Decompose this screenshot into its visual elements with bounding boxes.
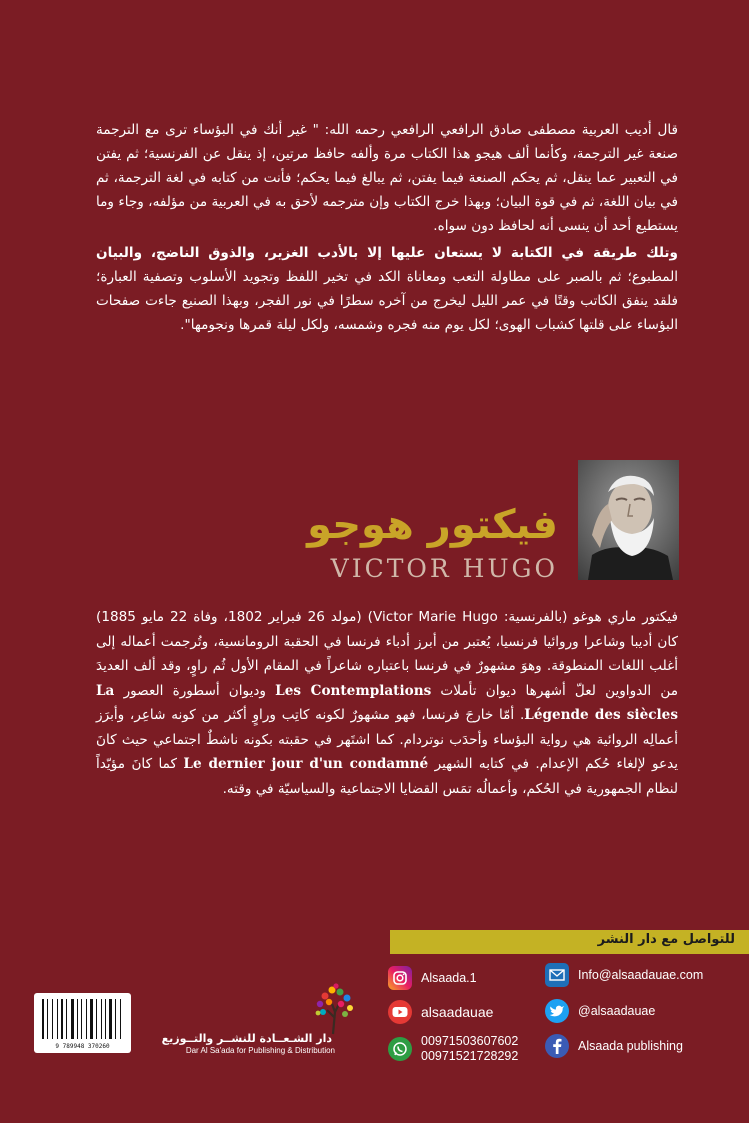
contact-whatsapp[interactable]: [388, 1034, 518, 1064]
biography-paragraph: [96, 605, 678, 801]
author-name-arabic: فيكتور هوجو: [307, 502, 558, 548]
barcode-stripe: [81, 999, 83, 1039]
contact-header-bar: [390, 930, 749, 954]
email-icon: [545, 963, 569, 987]
barcode-stripe: [59, 999, 60, 1039]
biography-section: [96, 605, 678, 801]
whatsapp-icon: [388, 1037, 412, 1061]
barcode-stripe: [90, 999, 93, 1039]
barcode-stripe: [54, 999, 57, 1039]
barcode-stripe: [117, 999, 119, 1039]
instagram-handle: Alsaada.1: [421, 970, 477, 985]
barcode-stripe: [49, 999, 51, 1039]
facebook-page: Alsaada publishing: [578, 1038, 683, 1053]
barcode-stripe: [42, 999, 44, 1039]
bio-work-legende: La Légende des siècles: [96, 682, 678, 723]
quote-paragraph-1: قال أديب العربية مصطفى صادق الرافعي الرافعي رحمه الله: " غير أنك في البؤساء ترى مع الترجمة صنعة غير الترجمة، وكأنما ألف هيجو هذا الكتاب مرة وألفه حافظ مرتين، إذ ينقل عن الفرنسية؛ ثم يفتن في التعبير عما ينقل، ثم يحكم الصنعة فيما يفتن، ثم يبالغ فيما يحكم؛ فأنت من كتابه في لغة الترجمة، ثم في بيان اللغة، ثم في قوة البيان؛ وبهذا خرج الكتاب وإن مترجمه لأحق به في العربية من مؤلفه، وجاء وما يستطيع أحد أن ينسى أنه لحافظ دون سواه.: [96, 122, 678, 234]
contact-instagram[interactable]: [388, 966, 477, 990]
quote-paragraph-2-rest: المطبوع؛ ثم بالصبر على مطاولة التعب ومعاناة الكد في تخير اللفظ وتجويد الأسلوب وتصفية العبارة؛ فلقد ينفق الكاتب وقتًا في عمر الليل ليخرج من آخره سطرًا في نور الفجر، وبهذا الصنيع جاءت صفحات البؤساء على قلتها كشباب الهوى؛ لكل يوم منه فجره وشمسه، ولكل ليلة قمرها ونجومها".: [96, 269, 678, 333]
barcode-stripe: [52, 999, 53, 1039]
barcode-stripe: [83, 999, 85, 1039]
whatsapp-number-2: 00971521728292: [421, 1049, 519, 1063]
barcode-stripe: [98, 999, 100, 1039]
barcode-stripe: [86, 999, 87, 1039]
barcode-stripe: [120, 999, 121, 1039]
publisher-logo: [161, 982, 360, 1062]
quote-section: [96, 118, 678, 337]
barcode-stripe: [57, 999, 58, 1039]
barcode-stripe: [96, 999, 97, 1039]
author-portrait: [578, 460, 679, 580]
bio-work-contemplations: Les Contemplations: [275, 682, 432, 699]
tree-logo-icon: [185, 982, 360, 1038]
barcode-stripe: [101, 999, 102, 1039]
barcode-stripe: [113, 999, 114, 1039]
bio-text-1: فيكتور ماري هوغو (بالفرنسية: Victor Marie Hugo) (مولد 26 فبراير 1802، وفاة 22 مايو 1885) كان أديبا وشاعرا وروائيا فرنسيا، يُعتبر من أبرز أدباء فرنسا في الحقبة الرومانسية، وتُرجمت أعماله إلى أغلب اللغات المنطوقة. وهوَ مشهورٌ في فرنسا باعتباره شاعراً في المقام الأول ثُم راوٍ، وقد ألف العديدَ من الدواوين لعلّ أشهرها ديوان تأملات: [96, 609, 679, 699]
whatsapp-numbers: [421, 1034, 518, 1064]
barcode-stripe: [107, 999, 108, 1039]
contact-facebook[interactable]: [545, 1034, 683, 1058]
quote-paragraph-2-bold: وتلك طريقة في الكتابة لا يستعان عليها إلا بالأدب الغزير، والذوق الناضج، والبيان: [96, 245, 678, 261]
barcode-stripe: [105, 999, 107, 1039]
bio-text-3: . أمّا خارجَ فرنسا، فهو مشهورٌ لكونه كاتِب وراوٍ أكثر من كونه شاعِر، وأبرَز أعمالِه الروائية هي رواية البؤساء وأحدَب نوتردام. كما اشتَهر في حقبته بكونه ناشطٌ اجتماعي حيث كانَ يدعو لإلغاء حُكم الإعدام. في كتابه الشهير: [96, 707, 679, 772]
facebook-icon: [545, 1034, 569, 1058]
author-name-english: VICTOR HUGO: [330, 554, 558, 583]
barcode-stripe: [66, 999, 67, 1039]
contact-youtube[interactable]: [388, 1000, 493, 1024]
barcode-stripe: [115, 999, 116, 1039]
bio-text-4: كما كانَ مؤيّداً لنظام الجمهورية في الحُكم، وأعمالُه تمَس القضايا الاجتماعية والسياسيّة في وقته.: [96, 756, 678, 797]
twitter-handle: @alsaadauae: [578, 1003, 656, 1018]
barcode-stripe: [103, 999, 104, 1039]
barcode-stripe: [68, 999, 70, 1039]
youtube-handle: alsaadauae: [421, 1003, 494, 1020]
barcode-stripe: [77, 999, 78, 1039]
publisher-name-english: Dar Al Sa'ada for Publishing & Distribution: [185, 1046, 335, 1055]
twitter-icon: [545, 999, 569, 1023]
barcode-stripe: [122, 999, 123, 1039]
barcode-stripe: [75, 999, 76, 1039]
whatsapp-number-1: 00971503607602: [421, 1034, 519, 1048]
barcode-number: 9 789948 370260: [55, 1043, 110, 1050]
instagram-icon: [388, 966, 412, 990]
quote-paragraph-2: [96, 241, 678, 337]
email-address: Info@alsaadauae.com: [578, 967, 704, 982]
youtube-icon: [388, 1000, 412, 1024]
barcode-stripe: [61, 999, 63, 1039]
barcode-stripe: [45, 999, 46, 1039]
barcode-stripe: [71, 999, 74, 1039]
barcode-bars: [42, 999, 123, 1039]
contact-twitter[interactable]: [545, 999, 655, 1023]
bio-text-2: وديوان أسطورة العصور: [123, 682, 266, 699]
contact-email[interactable]: [545, 963, 703, 987]
isbn-barcode: [34, 993, 131, 1053]
barcode-stripe: [64, 999, 65, 1039]
barcode-stripe: [47, 999, 48, 1039]
barcode-stripe: [109, 999, 112, 1039]
publisher-name-arabic: دار الشـعــادة للنشــر والتــوزيع: [161, 1032, 332, 1045]
barcode-stripe: [94, 999, 95, 1039]
barcode-stripe: [88, 999, 89, 1039]
contact-title: للتواصل مع دار النشر: [597, 932, 735, 947]
bio-work-dernier-jour: Le dernier jour d'un condamné: [183, 756, 429, 772]
barcode-stripe: [79, 999, 80, 1039]
